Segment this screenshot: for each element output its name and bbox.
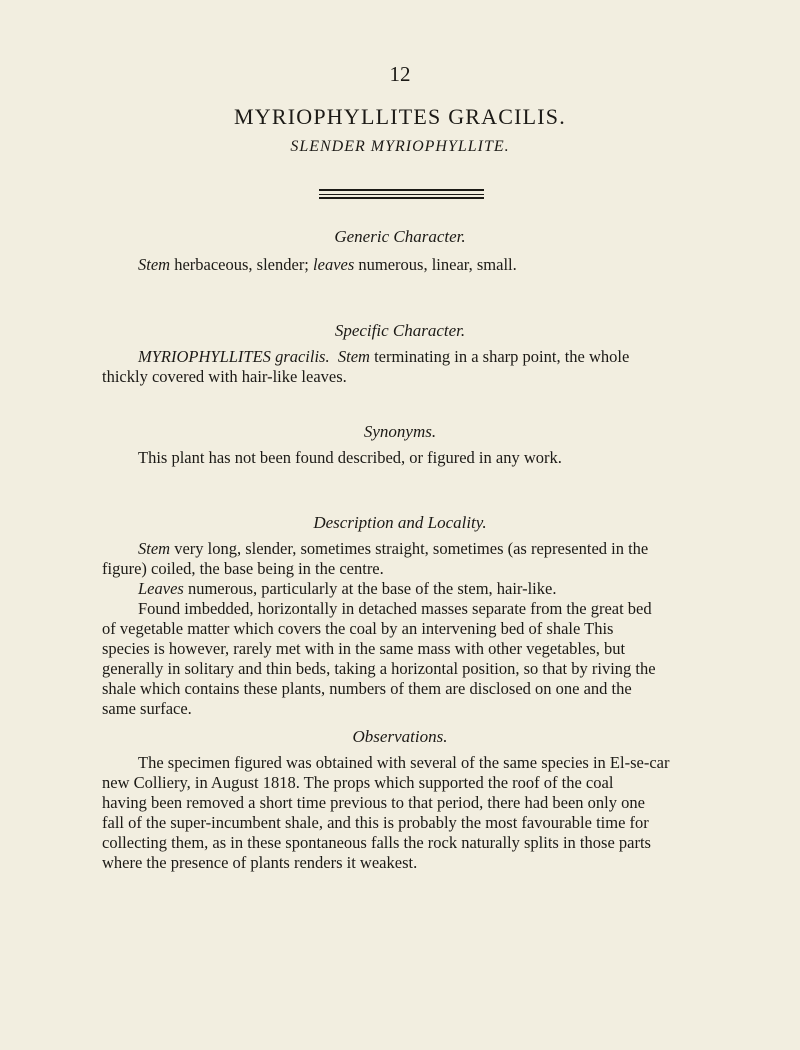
generic-character-heading: Generic Character.	[334, 227, 466, 246]
divider-rule	[319, 197, 484, 199]
text-line: where the presence of plants renders it weakest.	[102, 853, 418, 872]
text-line: collecting them, as in these spontaneous falls the rock naturally splits in those parts	[102, 833, 651, 852]
text-line: of vegetable matter which covers the coal by an intervening bed of shale This	[102, 619, 614, 638]
text-line: generally in solitary and thin beds, taking a horizontal position, so that by riving the	[102, 659, 656, 678]
synonyms-text	[138, 448, 679, 468]
synonyms-heading: Synonyms.	[363, 422, 437, 441]
text-run: terminating in a sharp point, the whole	[369, 347, 630, 366]
text-line: figure) coiled, the base being in the centre.	[102, 559, 384, 578]
text-run: numerous, particularly at the base of the stem, hair-like.	[183, 579, 557, 598]
specific-character-text	[102, 347, 679, 387]
term-stem: Stem	[138, 539, 171, 558]
text-run: numerous, linear, small.	[354, 255, 517, 274]
text-line	[102, 347, 679, 367]
divider-rule	[319, 194, 484, 195]
species-epithet: gracilis.	[270, 347, 330, 366]
text-line: This plant has not been found described, or figured in any work.	[138, 448, 562, 467]
text-line: Found imbedded, horizontally in detached masses separate from the great bed	[138, 599, 652, 618]
page-number: 12	[389, 62, 411, 86]
text-line: species is however, rarely met with in the same mass with other vegetables, but	[102, 639, 626, 658]
text-run: herbaceous, slender;	[170, 255, 314, 274]
text-line: fall of the super-incumbent shale, and this is probably the most favourable time for	[102, 813, 649, 832]
text-line: having been removed a short time previous to that period, there had been only one	[102, 793, 645, 812]
divider-rule	[319, 189, 484, 191]
text-line: same surface.	[102, 699, 192, 718]
text-line: thickly covered with hair-like leaves.	[102, 367, 347, 386]
text-run: very long, slender, sometimes straight, sometimes (as represented in the	[170, 539, 649, 558]
text-line: new Colliery, in August 1818. The props which supported the roof of the coal	[102, 773, 614, 792]
text-line	[102, 579, 679, 599]
text-line: The specimen figured was obtained with several of the same species in El-se-car	[138, 753, 670, 772]
text-line: shale which contains these plants, numbers of them are disclosed on one and the	[102, 679, 632, 698]
term-leaves: Leaves	[138, 579, 184, 598]
text-line	[102, 539, 679, 559]
page-subtitle: SLENDER MYRIOPHYLLITE.	[290, 138, 510, 155]
description-text	[102, 539, 679, 719]
observations-text	[102, 753, 679, 873]
generic-character-text	[138, 255, 679, 275]
page-title: MYRIOPHYLLITES GRACILIS.	[234, 104, 566, 129]
species-name: MYRIOPHYLLITES	[138, 347, 271, 366]
term-stem: Stem	[138, 255, 171, 274]
term-stem: Stem	[337, 347, 370, 366]
observations-heading: Observations.	[352, 727, 448, 746]
term-leaves: leaves	[313, 255, 355, 274]
text-line	[138, 255, 679, 275]
specific-character-heading: Specific Character.	[334, 321, 466, 340]
description-heading: Description and Locality.	[313, 513, 487, 532]
